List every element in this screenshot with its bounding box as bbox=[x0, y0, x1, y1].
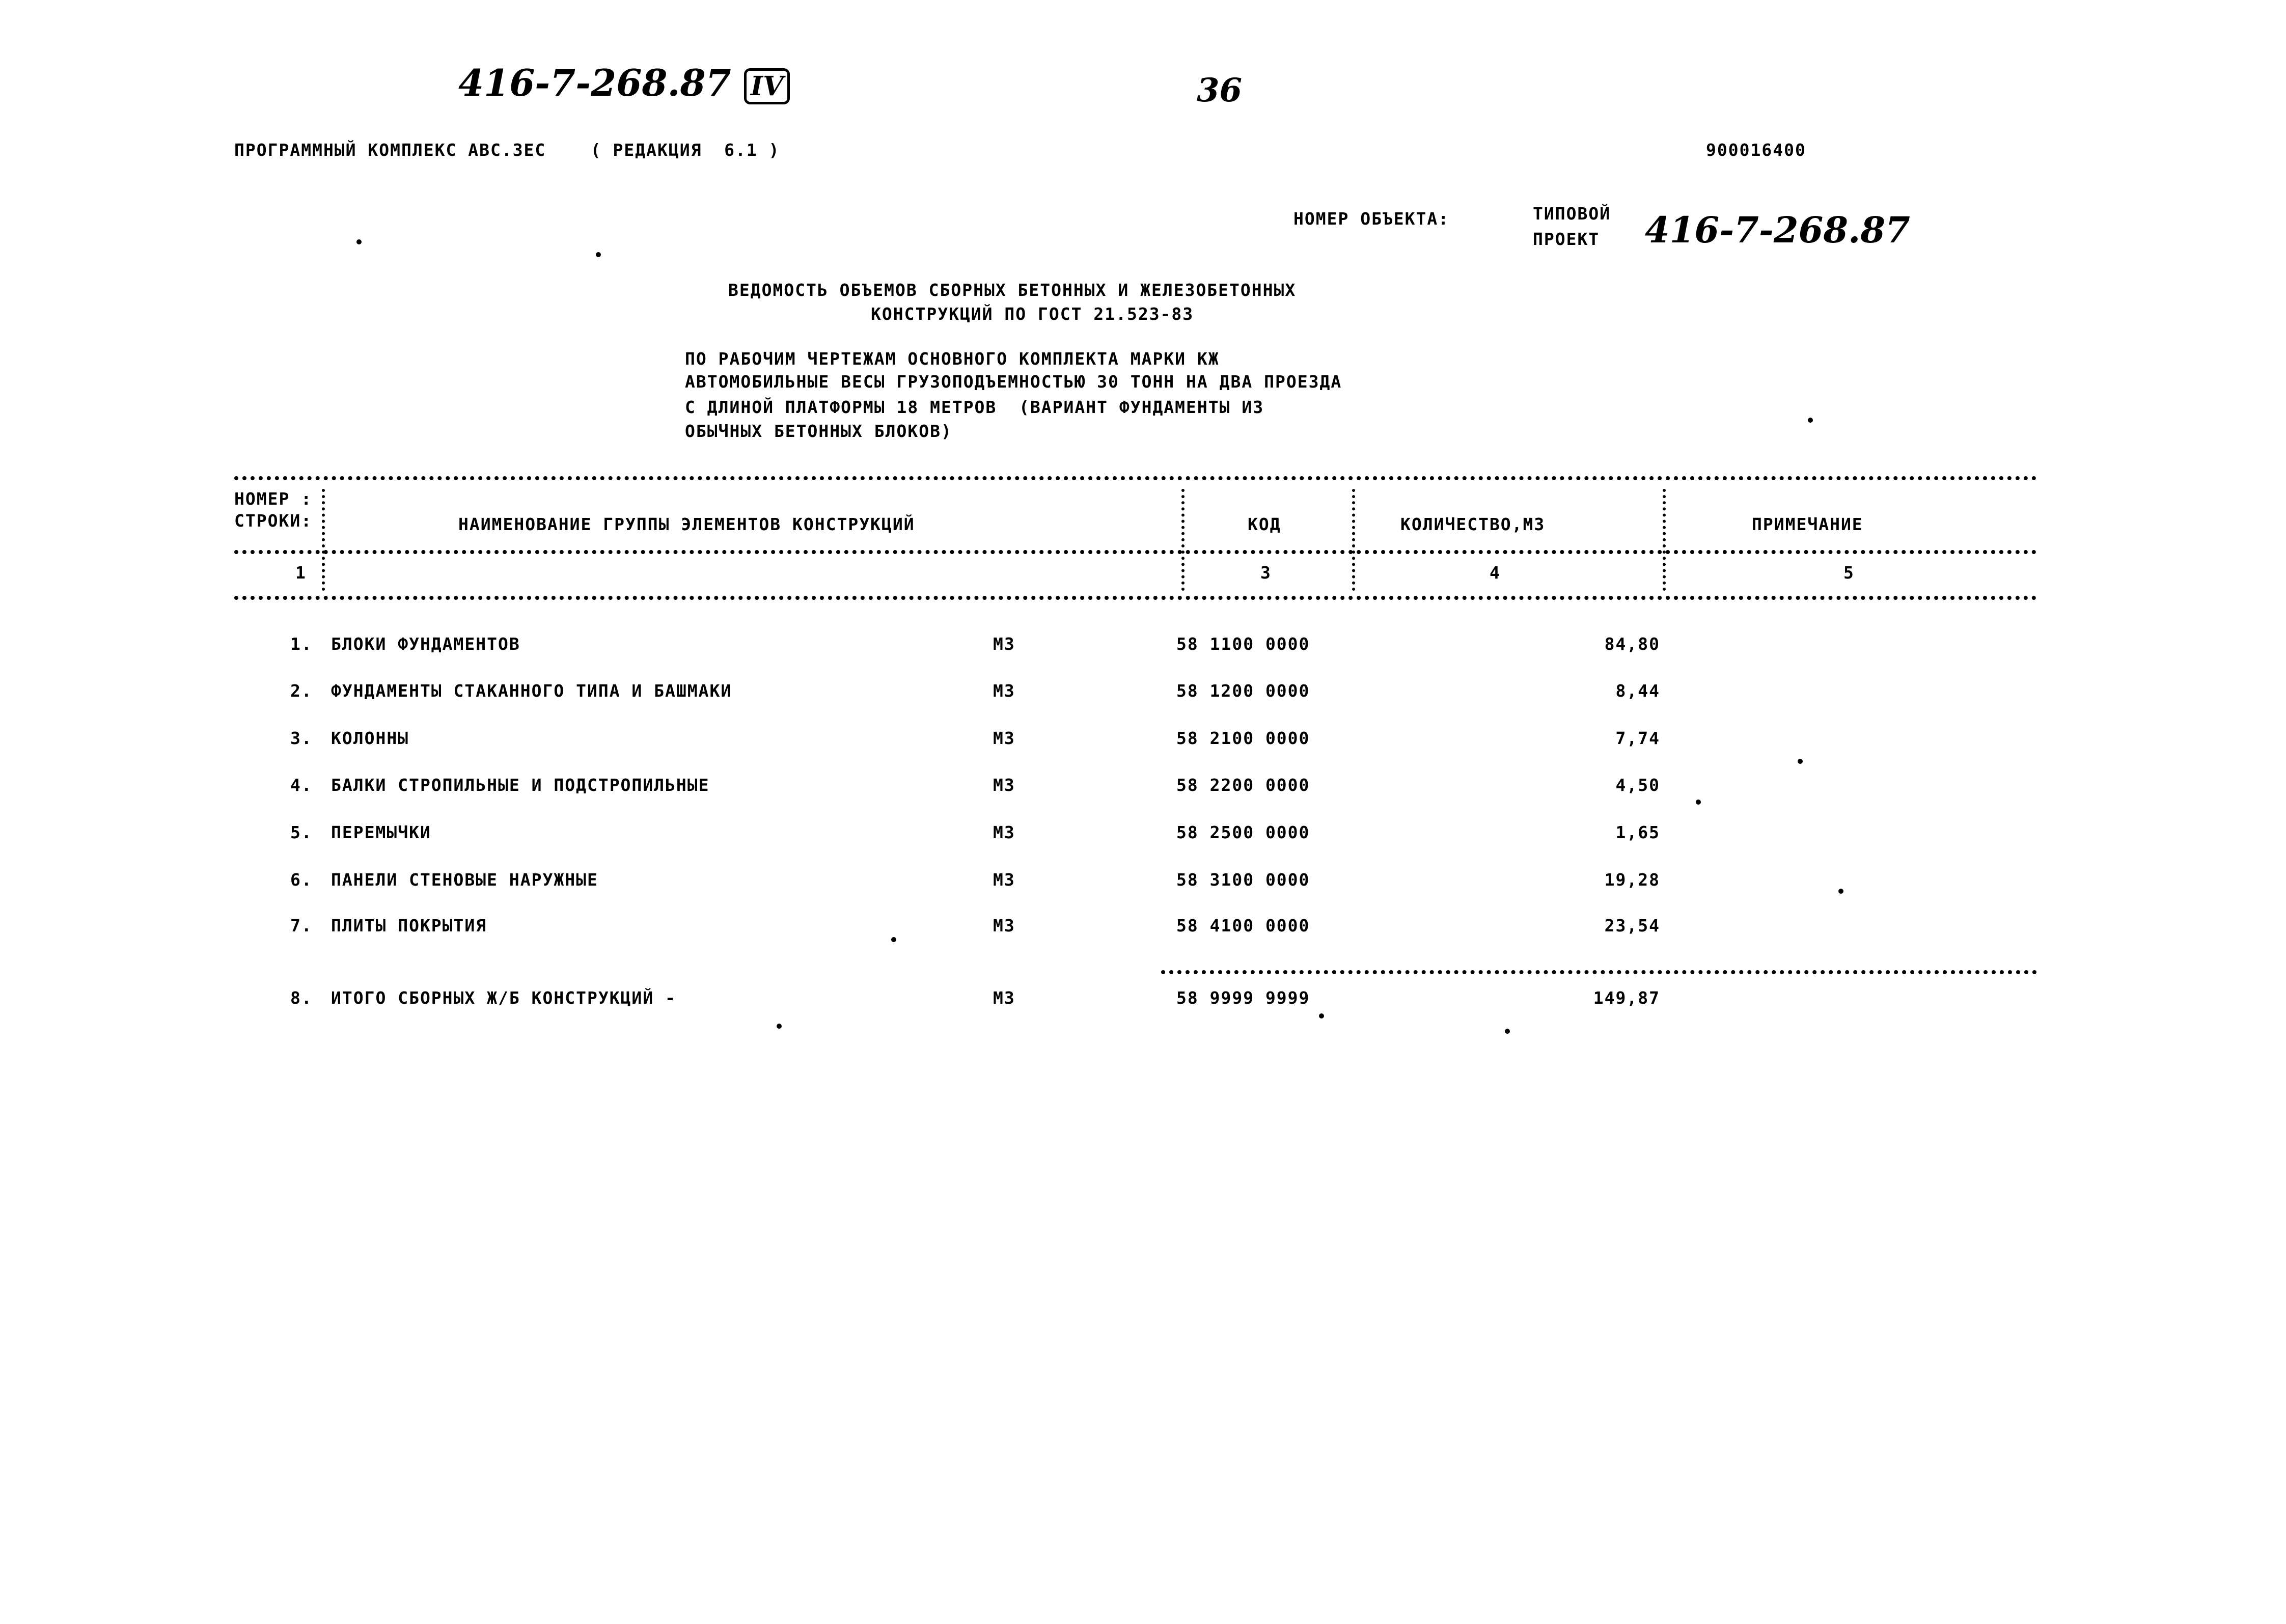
table-row bbox=[0, 681, 2286, 706]
roman-mark bbox=[744, 68, 790, 104]
row-name: ПАНЕЛИ СТЕНОВЫЕ НАРУЖНЫЕ bbox=[331, 870, 598, 890]
subtitle-line3: С ДЛИНОЙ ПЛАТФОРМЫ 18 МЕТРОВ (ВАРИАНТ ФУНДАМЕНТЫ ИЗ bbox=[685, 397, 1264, 417]
object-type-line1: ТИПОВОЙ bbox=[1533, 204, 1611, 224]
subtitle-line4: ОБЫЧНЫХ БЕТОННЫХ БЛОКОВ) bbox=[685, 421, 952, 441]
row-number: 1. bbox=[290, 634, 313, 654]
object-label: НОМЕР ОБЪЕКТА: bbox=[1293, 209, 1450, 229]
doc-number-text: 416-7-268.87 bbox=[458, 61, 731, 104]
table-rule-colnums bbox=[234, 596, 2037, 600]
table-row bbox=[0, 728, 2286, 754]
row-name: КОЛОННЫ bbox=[331, 728, 409, 748]
row-quantity: 1,65 bbox=[1615, 822, 1660, 842]
row-name: БЛОКИ ФУНДАМЕНТОВ bbox=[331, 634, 520, 654]
row-code: 58 3100 0000 bbox=[1176, 870, 1310, 890]
scan-speck bbox=[356, 239, 362, 244]
row-code: 58 2100 0000 bbox=[1176, 728, 1310, 748]
row-quantity: 7,74 bbox=[1615, 728, 1660, 748]
total-name: ИТОГО СБОРНЫХ Ж/Б КОНСТРУКЦИЙ - bbox=[331, 988, 676, 1008]
row-code: 58 4100 0000 bbox=[1176, 916, 1310, 935]
scan-speck bbox=[1808, 418, 1813, 423]
row-code: 58 2200 0000 bbox=[1176, 775, 1310, 795]
total-code: 58 9999 9999 bbox=[1176, 988, 1310, 1008]
row-quantity: 19,28 bbox=[1604, 870, 1660, 890]
scan-speck bbox=[891, 937, 896, 942]
col-sep-2 bbox=[1181, 489, 1185, 591]
row-code: 58 1200 0000 bbox=[1176, 681, 1310, 701]
table-row bbox=[0, 775, 2286, 801]
scan-speck bbox=[1505, 1029, 1510, 1034]
handwritten-doc-number bbox=[458, 61, 790, 104]
row-unit: М3 bbox=[993, 634, 1015, 654]
table-rule-header bbox=[234, 550, 2037, 554]
header-name: НАИМЕНОВАНИЕ ГРУППЫ ЭЛЕМЕНТОВ КОНСТРУКЦИЙ bbox=[458, 514, 915, 534]
table-row bbox=[0, 822, 2286, 848]
row-quantity: 8,44 bbox=[1615, 681, 1660, 701]
row-quantity: 84,80 bbox=[1604, 634, 1660, 654]
row-name: ФУНДАМЕНТЫ СТАКАННОГО ТИПА И БАШМАКИ bbox=[331, 681, 732, 701]
table-row bbox=[0, 870, 2286, 895]
row-unit: М3 bbox=[993, 775, 1015, 795]
table-row bbox=[0, 916, 2286, 941]
row-code: 58 2500 0000 bbox=[1176, 822, 1310, 842]
title-line1: ВЕДОМОСТЬ ОБЪЕМОВ СБОРНЫХ БЕТОННЫХ И ЖЕЛЕЗОБЕТОННЫХ bbox=[728, 280, 1297, 300]
table-rule-top bbox=[234, 476, 2037, 480]
row-name: ПЕРЕМЫЧКИ bbox=[331, 822, 431, 842]
header-quantity: КОЛИЧЕСТВО,М3 bbox=[1400, 514, 1546, 534]
scan-speck bbox=[1319, 1013, 1324, 1019]
total-row bbox=[0, 988, 2286, 1013]
header-note: ПРИМЕЧАНИЕ bbox=[1752, 514, 1863, 534]
header-row-num-line2: СТРОКИ: bbox=[234, 511, 313, 531]
scan-speck bbox=[1838, 889, 1843, 894]
row-name: БАЛКИ СТРОПИЛЬНЫЕ И ПОДСТРОПИЛЬНЫЕ bbox=[331, 775, 710, 795]
row-quantity: 4,50 bbox=[1615, 775, 1660, 795]
row-number: 4. bbox=[290, 775, 313, 795]
row-quantity: 23,54 bbox=[1604, 916, 1660, 935]
col-sep-1 bbox=[322, 489, 325, 591]
total-quantity: 149,87 bbox=[1593, 988, 1660, 1008]
row-number: 5. bbox=[290, 822, 313, 842]
row-code: 58 1100 0000 bbox=[1176, 634, 1310, 654]
total-rule bbox=[1161, 970, 2037, 974]
row-number: 6. bbox=[290, 870, 313, 890]
code-number: 900016400 bbox=[1706, 140, 1806, 160]
table-row bbox=[0, 634, 2286, 659]
software-line: ПРОГРАММНЫЙ КОМПЛЕКС АВС.ЗЕС ( РЕДАКЦИЯ 6.1 ) bbox=[234, 140, 780, 160]
object-type-line2: ПРОЕКТ bbox=[1533, 229, 1600, 249]
col-sep-4 bbox=[1663, 489, 1666, 591]
page-number: 36 bbox=[1197, 71, 1243, 109]
handwritten-object-number: 416-7-268.87 bbox=[1645, 209, 1910, 251]
roman-mark-text: IV bbox=[750, 70, 784, 102]
scan-speck bbox=[1798, 759, 1803, 764]
row-unit: М3 bbox=[993, 916, 1015, 935]
colnum-1: 1 bbox=[295, 563, 307, 583]
scan-speck bbox=[1696, 800, 1701, 805]
colnum-4: 4 bbox=[1490, 563, 1501, 583]
row-unit: М3 bbox=[993, 822, 1015, 842]
row-name: ПЛИТЫ ПОКРЫТИЯ bbox=[331, 916, 487, 935]
col-sep-3 bbox=[1352, 489, 1355, 591]
row-number: 2. bbox=[290, 681, 313, 701]
scan-speck bbox=[777, 1024, 782, 1029]
row-number: 7. bbox=[290, 916, 313, 935]
colnum-3: 3 bbox=[1260, 563, 1272, 583]
title-line2: КОНСТРУКЦИЙ ПО ГОСТ 21.523-83 bbox=[871, 304, 1194, 324]
subtitle-line1: ПО РАБОЧИМ ЧЕРТЕЖАМ ОСНОВНОГО КОМПЛЕКТА МАРКИ КЖ bbox=[685, 349, 1220, 369]
total-number: 8. bbox=[290, 988, 313, 1008]
row-unit: М3 bbox=[993, 681, 1015, 701]
header-row-num-line1: НОМЕР : bbox=[234, 489, 313, 509]
row-number: 3. bbox=[290, 728, 313, 748]
colnum-5: 5 bbox=[1843, 563, 1855, 583]
total-unit: М3 bbox=[993, 988, 1015, 1008]
scan-speck bbox=[596, 252, 601, 257]
subtitle-line2: АВТОМОБИЛЬНЫЕ ВЕСЫ ГРУЗОПОДЪЕМНОСТЬЮ 30 ТОНН НА ДВА ПРОЕЗДА bbox=[685, 372, 1342, 392]
row-unit: М3 bbox=[993, 728, 1015, 748]
row-unit: М3 bbox=[993, 870, 1015, 890]
header-code: КОД bbox=[1248, 514, 1281, 534]
